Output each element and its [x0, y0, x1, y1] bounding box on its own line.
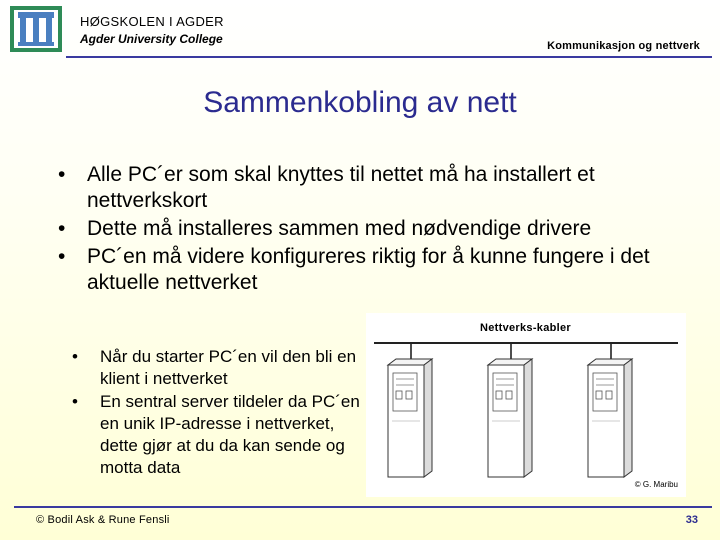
- figure-label: Nettverks-kabler: [480, 322, 572, 334]
- bullet-item: [52, 162, 707, 214]
- bullet-icon: •: [58, 163, 66, 186]
- network-diagram: [366, 313, 686, 497]
- computer-tower-icon: [588, 359, 632, 477]
- bullet-icon: •: [58, 245, 66, 268]
- figure-credit: © G. Maribu: [634, 480, 678, 489]
- page-number: 33: [685, 514, 698, 526]
- bullet-item: [52, 216, 707, 242]
- network-cables-figure: [366, 313, 686, 497]
- bullet-icon: •: [58, 217, 66, 240]
- school-name: HØGSKOLEN I AGDER: [80, 14, 224, 29]
- main-bullet-list: [52, 162, 707, 298]
- bullet-text: PC´en må videre konfigureres riktig for å kunne fungere i det aktuelle nettverket: [87, 245, 650, 294]
- footer-divider: [14, 506, 712, 508]
- bullet-item: [52, 244, 707, 296]
- column-logo-icon: [10, 6, 62, 52]
- header-divider: [66, 56, 712, 58]
- footer-authors: © Bodil Ask & Rune Fensli: [36, 514, 170, 526]
- course-name: Kommunikasjon og nettverk: [547, 40, 700, 52]
- sub-bullet-item: [66, 391, 366, 479]
- college-logo: [10, 6, 62, 52]
- sub-bullet-list: [66, 346, 366, 480]
- bullet-icon: •: [72, 392, 78, 411]
- computer-tower-icon: [488, 359, 532, 477]
- bullet-icon: •: [72, 347, 78, 366]
- sub-bullet-item: [66, 346, 366, 390]
- school-name-english: Agder University College: [80, 32, 223, 46]
- bullet-text: Dette må installeres sammen med nødvendige drivere: [87, 217, 592, 240]
- bullet-text: Alle PC´er som skal knyttes til nettet må ha installert et nettverkskort: [87, 163, 595, 212]
- sub-bullet-text: Når du starter PC´en vil den bli en klient i nettverket: [100, 347, 357, 388]
- sub-bullet-text: En sentral server tildeler da PC´en en unik IP-adresse i nettverket, dette gjør at du da kan sende og motta data: [100, 392, 360, 477]
- computer-tower-icon: [388, 359, 432, 477]
- slide-title: Sammenkobling av nett: [203, 86, 517, 119]
